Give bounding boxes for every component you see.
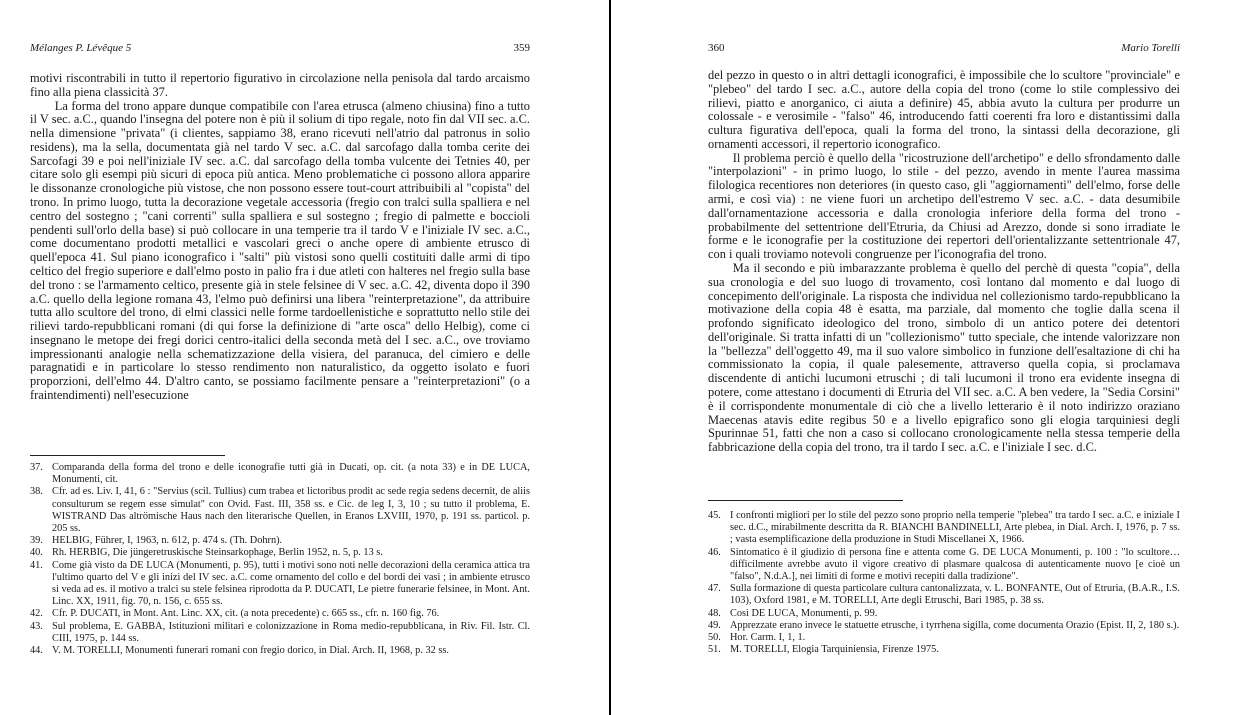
footnote-number: 41.	[30, 559, 43, 571]
page-number: 360	[708, 42, 725, 54]
footnote-text: Cfr. P. DUCATI, in Mont. Ant. Linc. XX, cit. (a nota precedente) c. 665 ss., cfr. n. 160 fig. 76.	[52, 608, 440, 620]
footnote	[30, 462, 530, 486]
footnotes	[708, 510, 1180, 656]
footnote-number: 45.	[708, 510, 721, 521]
paragraph: Il problema perciò è quello della "ricostruzione dell'archetipo" e dello sfrondamento dalle "interpolazioni" - in primo luogo, lo stile - del pezzo, avendo in mente l'aurea massima filologica recentiores non deteriores (in questo caso, gli "aggiornamenti" dell'elmo, forse delle armi, e così via) : ne viene fuori un archetipo dell'estremo V sec. a.C. - data desumibile dall'ornamentazione accessoria e dalla cronologia inferiore della forma del trono - probabilmente del settentrione dell'Etruria, da Chiusi ad Arezzo, donde si sono irradiate le forme e le iconografie per la costituzione dei repertori dell'orientalizzante settentrionale 47, con i quali troviamo notevoli congruenze per l'iconografia del trono.	[708, 150, 1180, 262]
footnote-text: Hor. Carm. I, 1, 1.	[730, 632, 806, 644]
paragraph: La forma del trono appare dunque compatibile con l'area etrusca (almeno chiusina) fino a tutto il V sec. a.C., quando l'insegna del potere non è più il solium di tipo regale, noto fin dal VII sec. a.C. nella dimensione "privata" (i clientes, sappiamo 38, erano ricevuti nell'atrio dal patronus in solio residens), ma la sella, documentata già nel tardo V sec. a.C. dal sarcofago dalla tomba cerite dei Sarcofagi 39 e poi nell'iniziale IV sec. a.C. dal sarcofago della tomba vulcente dei Tetnies 40, per citare solo gli esempi più sicuri di epoca più antica. Meno problematiche ci possono allora apparire le dissonanze cronologiche più vistose, che non possono essere tout-court attribuibili al "copista" del trono. In primo luogo, tutta la decorazione vegetale accessoria (fregio con tralci sulla spalliera e nel centro del sostegno ; "cani correnti" sulla spalliera e sul sostegno ; fregio di palmette e boccioli pendenti sull'orlo della base) si può collocare in una temperie tra il tardo V e l'iniziale IV sec. a.C., come documentano prodotti metallici e vascolari greci o anche opere di ambiente etrusco di quell'epoca 41. Sul piano iconografico i "salti" più vistosi sono quelli costituiti dalle armi di tipo celtico del fregio superiore e dall'elmo posto in palio fra i due atleti con halteres nel fregio sulla base del trono : se l'armamento celtico, presente già in stele felsinee di V sec. a.C. 42, diventa dopo il 390 a.C. quello della legione romana 43, l'elmo può definirsi una libera "reinterpretazione", da attribuire tutta allo scultore del trono, di elmi classici nelle forme tardoellenistiche e soprattutto nello stile dei rilievi tardo-repubblicani romani (di qui forse la definizione di "arte osca" dello Helbig), come ci insegnano le metope dei fregi dorici centro-italici della seconda metà del I sec. a.C., ove troviamo impressionanti analogie nella schematizzazione della visiera, del paranuca, del cimiero e delle paragnatidi e in particolare lo stesso rendimento non naturalistico, da oggetto isolato e fuori proporzioni, dell'elmo 44. D'altro canto, se possiamo facilmente pensare a "reinterpretazioni" (o a fraintendimenti) nell'esecuzione	[30, 98, 530, 402]
footnote-number: 39.	[30, 535, 43, 547]
footnote	[708, 632, 1180, 644]
footnote-number: 44.	[30, 645, 43, 657]
footnote-text: Apprezzate erano invece le statuette etrusche, i tyrrhena sigilla, come documenta Orazio (Epist. II, 2, 180 s.).	[730, 619, 1180, 631]
footnote-number: 50.	[708, 632, 721, 644]
footnote	[708, 608, 1180, 620]
footnote-text: V. M. TORELLI, Monumenti funerari romani con fregio dorico, in Dial. Arch. II, 1968, p. 32 ss.	[52, 645, 449, 657]
footnote	[30, 535, 530, 547]
paragraph: del pezzo in questo o in altri dettagli iconografici, è impossibile che lo scultore "provinciale" e "plebeo" del tardo I sec. a.C., autore della copia del trono (come lo stile complessivo dei rilievi, piatto e anorganico, ci aiuta a definire) 45, abbia avuto la cultura per produrre un colossale - e verosimile - "falso" 46, introducendo fatti coerenti fra loro e distantissimi dalla cultura figurativa dell'epoca, quali la forma del trono, la sintassi della decorazione, gli ornamenti accessori, il repertorio iconografico.	[708, 68, 1180, 151]
footnote-rule	[708, 500, 903, 501]
footnote	[30, 547, 530, 559]
footnote-number: 46.	[708, 546, 721, 558]
footnote-text: Così DE LUCA, Monumenti, p. 99.	[730, 607, 878, 619]
footnote-number: 48.	[708, 607, 721, 619]
footnote	[30, 621, 530, 645]
footnote	[30, 645, 530, 657]
footnote	[30, 608, 530, 620]
footnote-text: HELBIG, Führer, I, 1963, n. 612, p. 474 s. (Th. Dohrn).	[52, 535, 283, 547]
footnote	[30, 560, 530, 609]
page-divider	[609, 0, 611, 715]
footnote	[708, 620, 1180, 632]
main-text	[30, 72, 530, 403]
footnote	[708, 547, 1180, 584]
main-text	[708, 69, 1180, 455]
footnote-text: Come già visto da DE LUCA (Monumenti, p. 95), tutti i motivi sono noti nelle decorazioni della ceramica attica tra l'ultimo quarto del V e gli inizi del IV sec. a.C. come ornamento del collo e del bordi dei vasi ; in ambiente etrusco si veda ad es. il motivo a tralci su stele felsinea riprodotta da P. DUCATI, Le pietre funerarie felsinee, in Mont. Ant. Linc. XX, 1911, fig. 70, n. 156, c. 655 ss.	[52, 559, 530, 608]
footnote-number: 49.	[708, 619, 721, 631]
footnote-text: Sintomatico è il giudizio di persona fine e attenta come G. DE LUCA Monumenti, p. 100 : "lo scultore… difficilmente avrebbe avuto il vigore creativo di plasmare qualcosa di autenticamente nuovo [e cioè un "falso", N.d.A.], nei limiti di forme e motivi recepiti dalla tradizione".	[730, 546, 1180, 583]
footnote-rule	[30, 455, 225, 456]
footnote-text: I confronti migliori per lo stile del pezzo sono proprio nella temperie "plebea" tra tardo I sec. a.C. e iniziale I sec. d.C., mirabilmente descritta da R. BIANCHI BANDINELLI, Arte plebea, in Dial. Arch. I, 1976, p. 7 ss. ; vasta esemplificazione della produzione in Studi Miscellanei X, 1966.	[730, 510, 1180, 546]
footnote-number: 40.	[30, 547, 43, 559]
footnote-number: 47.	[708, 583, 721, 595]
running-header	[30, 42, 530, 58]
running-header	[708, 42, 1180, 58]
header-author: Mario Torelli	[1121, 42, 1180, 54]
footnote	[708, 510, 1180, 547]
footnote-text: Comparanda della forma del trono e delle iconografie tutti già in Ducati, op. cit. (a nota 33) e in DE LUCA, Monumenti, cit.	[52, 462, 530, 486]
paragraph: Ma il secondo e più imbarazzante problema è quello del perchè di questa "copia", della sua cronologia e del suo luogo di trovamento, così lontano dal momento e dal luogo di concepimento dell'originale. La risposta che individua nel collezionismo tardo-repubblicano la motivazione della copia 48 è esatta, ma parziale, dal momento che toglie dalla scena il profondo significato ideologico del trono, simbolo di un antico potere dei detentori dell'originale. Si tratta infatti di un "collezionismo" tutto speciale, che intende valorizzare non la "bellezza" dell'oggetto 49, ma il suo valore simbolico in funzione dell'esaltazione di chi ha commissionato la copia, il quale palesemente, attraverso quella copia, si proclamava discendente di antichi lucumoni etruschi ; di tali lucumoni il trono era evidente insegna di potere, come attestano i documenti di Etruria del VII sec. a.C. A ben vedere, la "Sedia Corsini" è il corrispondente monumentale di ciò che a livello letterario è il noto indirizzo oraziano Maecenas atavis edite regibus 50 e a livello epigrafico sono gli elogia tarquiniesi degli Spurinnae 51, fatti che non a caso si collocano cronologicamente nella stessa temperie della fabbricazione della copia del trono, tra il tardo I sec. a.C. e l'iniziale I sec. d.C.	[708, 260, 1180, 455]
paragraph: motivi riscontrabili in tutto il repertorio figurativo in circolazione nella penisola dal tardo arcaismo fino alla piena classicità 37.	[30, 71, 530, 99]
left-page	[30, 0, 530, 715]
footnote-text: Sulla formazione di questa particolare cultura cantonalizzata, v. L. BONFANTE, Out of Etruria, (B.A.R., I.S. 103), Oxford 1981, e M. TORELLI, Arte degli Etruschi, Bari 1985, p. 38 ss.	[730, 583, 1180, 607]
footnote	[30, 486, 530, 535]
right-page	[708, 0, 1180, 715]
footnote	[708, 583, 1180, 607]
footnote-text: Rh. HERBIG, Die jüngeretruskische Steinsarkophage, Berlin 1952, n. 5, p. 13 s.	[52, 547, 383, 559]
footnote-text: Sul problema, E. GABBA, Istituzioni militari e colonizzazione in Roma medio-repubblicana, in Riv. Fil. Istr. Cl. CIII, 1975, p. 144 ss.	[52, 620, 530, 644]
footnote-number: 42.	[30, 608, 43, 620]
page-number: 359	[513, 42, 530, 54]
footnote	[708, 644, 1180, 656]
footnote-number: 51.	[708, 644, 721, 656]
footnote-text: M. TORELLI, Elogia Tarquiniensia, Firenze 1975.	[730, 644, 939, 656]
footnote-number: 38.	[30, 486, 43, 498]
footnote-text: Cfr. ad es. Liv. I, 41, 6 : "Servius (scil. Tullius) cum trabea et lictoribus prodit ac sede regia sedens decernit, de aliis consulturum se regem esse simulat" con Ovid. Fast. III, 358 ss. e Cic. de leg I, 3, 10 ; su tutto il problema, E. WISTRAND Das altrömische Haus nach den literarische Quellen, in Eranos LXVIII, 1970, p. 191 ss. particol. p. 205 ss.	[52, 486, 530, 535]
footnote-number: 37.	[30, 462, 43, 473]
footnote-number: 43.	[30, 620, 43, 632]
footnotes	[30, 462, 530, 657]
header-title: Mélanges P. Lévêque 5	[30, 42, 132, 54]
